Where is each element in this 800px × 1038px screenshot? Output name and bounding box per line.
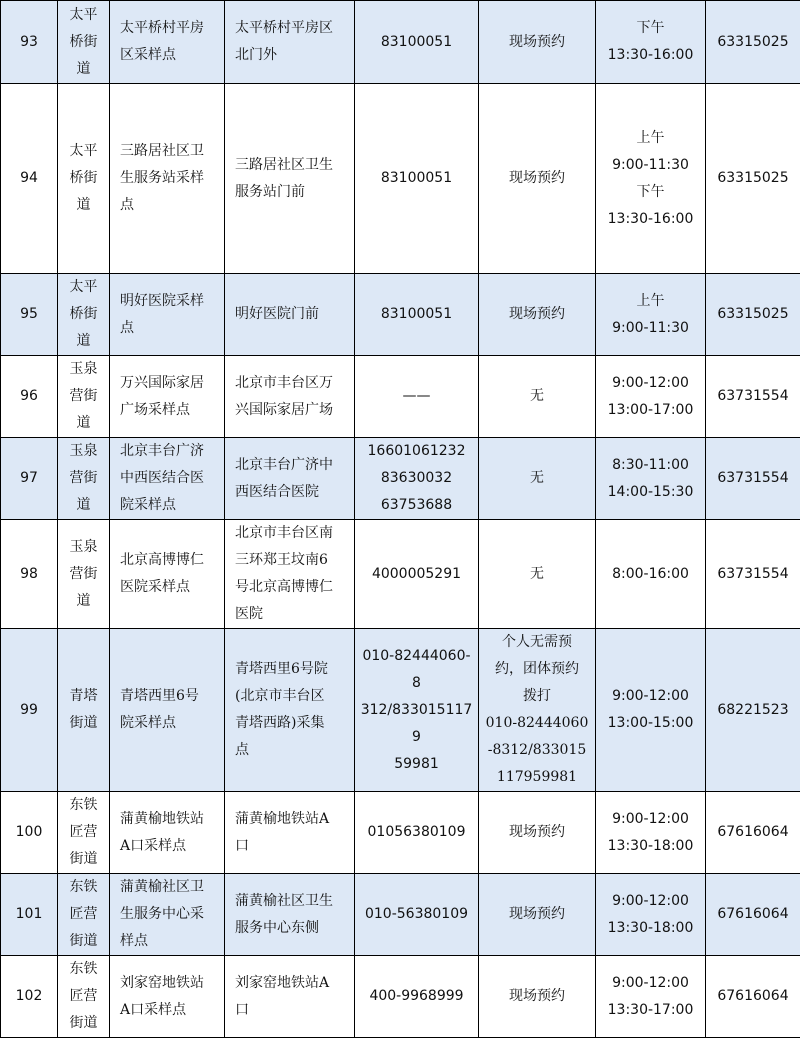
hours-cell-line: 9:00-12:00 [600,970,701,997]
location-cell-line: 太平桥村平房区 [235,15,350,42]
street-cell-line: 匠营 [62,983,105,1010]
row-number-cell: 93 [1,1,58,84]
appointment-cell-line: 约，团体预约 [483,656,591,683]
hours-cell [596,438,706,520]
site-name-cell [110,274,225,356]
hours-cell-line: 下午 [600,179,701,206]
appointment-cell-line: 现场预约 [483,983,591,1010]
street-cell-line: 营街 [62,561,105,588]
street-cell [58,274,110,356]
contact-phone-cell: 63315025 [706,84,800,274]
phone-cell [355,874,479,956]
hours-cell [596,874,706,956]
table-row [1,874,800,956]
phone-cell-line: 83100051 [359,165,474,192]
site-name-cell-line: 样点 [120,928,220,955]
hours-cell-line: 13:30-17:00 [600,997,701,1024]
site-name-cell-line: 万兴国际家居 [120,370,220,397]
phone-cell-line: —— [359,383,474,410]
phone-cell-line: 01056380109 [359,819,474,846]
street-cell [58,438,110,520]
site-name-cell-line: 生服务中心采 [120,901,220,928]
contact-phone-cell: 63315025 [706,1,800,84]
hours-cell [596,629,706,792]
hours-cell [596,84,706,274]
location-cell-line: (北京市丰台区 [235,683,350,710]
appointment-cell-line: 拨打 [483,683,591,710]
site-name-cell [110,356,225,438]
location-cell-line: 西医结合医院 [235,479,350,506]
phone-cell [355,274,479,356]
location-cell-line: 明好医院门前 [235,301,350,328]
street-cell-line: 街道 [62,710,105,737]
street-cell [58,629,110,792]
appointment-cell-line: 无 [483,465,591,492]
location-cell [225,520,355,629]
location-cell [225,956,355,1038]
street-cell-line: 青塔 [62,683,105,710]
site-name-cell [110,438,225,520]
appointment-cell-line: 010-82444060 [483,710,591,737]
phone-cell-line: 312/8330151179 [359,697,474,751]
street-cell-line: 营街 [62,383,105,410]
site-name-cell-line: 中西医结合医 [120,465,220,492]
street-cell-line: 太平 [62,2,105,29]
appointment-cell-line: 117959981 [483,764,591,791]
site-name-cell-line: 区采样点 [120,42,220,69]
location-cell [225,356,355,438]
location-cell-line: 口 [235,833,350,860]
contact-phone-cell: 63731554 [706,356,800,438]
appointment-cell [479,356,596,438]
phone-cell-line: 63753688 [359,492,474,519]
row-number-cell: 100 [1,792,58,874]
hours-cell-line: 9:00-12:00 [600,370,701,397]
appointment-cell-line: 无 [483,383,591,410]
street-cell-line: 桥街 [62,29,105,56]
site-name-cell-line: 青塔西里6号 [120,683,220,710]
table-row [1,1,800,84]
location-cell-line: 蒲黄榆地铁站A [235,806,350,833]
site-name-cell-line: 广场采样点 [120,397,220,424]
hours-cell-line: 14:00-15:30 [600,479,701,506]
phone-cell-line: 010-82444060-8 [359,643,474,697]
site-name-cell [110,629,225,792]
site-name-cell-line: 院采样点 [120,710,220,737]
appointment-cell-line: 无 [483,561,591,588]
street-cell-line: 匠营 [62,819,105,846]
appointment-cell [479,84,596,274]
street-cell-line: 玉泉 [62,438,105,465]
street-cell-line: 太平 [62,138,105,165]
row-number-cell: 95 [1,274,58,356]
phone-cell-line: 010-56380109 [359,901,474,928]
appointment-cell-line: 现场预约 [483,901,591,928]
location-cell-line: 号北京高博博仁 [235,574,350,601]
hours-cell [596,520,706,629]
row-number-cell: 97 [1,438,58,520]
street-cell-line: 东铁 [62,874,105,901]
location-cell-line: 服务中心东侧 [235,915,350,942]
contact-phone-cell: 67616064 [706,956,800,1038]
appointment-cell [479,792,596,874]
appointment-cell-line: 个人无需预 [483,629,591,656]
hours-cell-line: 下午 [600,15,701,42]
row-number-cell: 99 [1,629,58,792]
hours-cell-line: 9:00-12:00 [600,806,701,833]
site-name-cell-line: 蒲黄榆社区卫 [120,874,220,901]
phone-cell [355,629,479,792]
table-row [1,629,800,792]
appointment-cell [479,629,596,792]
row-number-cell: 101 [1,874,58,956]
phone-cell-line: 83100051 [359,29,474,56]
location-cell-line: 北京丰台广济中 [235,452,350,479]
street-cell-line: 街道 [62,928,105,955]
site-name-cell-line: 北京高博博仁 [120,547,220,574]
location-cell-line: 青塔西里6号院 [235,656,350,683]
table-row [1,792,800,874]
street-cell [58,874,110,956]
location-cell [225,84,355,274]
hours-cell [596,792,706,874]
appointment-cell-line: 现场预约 [483,301,591,328]
phone-cell [355,438,479,520]
hours-cell-line: 13:30-18:00 [600,915,701,942]
site-name-cell-line: 生服务站采样 [120,165,220,192]
hours-cell-line: 8:00-16:00 [600,561,701,588]
street-cell [58,84,110,274]
phone-cell-line: 400-9968999 [359,983,474,1010]
site-name-cell [110,956,225,1038]
site-name-cell [110,520,225,629]
table-row [1,438,800,520]
appointment-cell [479,438,596,520]
phone-cell-line: 4000005291 [359,561,474,588]
street-cell [58,356,110,438]
street-cell-line: 道 [62,588,105,615]
location-cell-line: 北京市丰台区万 [235,370,350,397]
hours-cell-line: 13:30-16:00 [600,206,701,233]
appointment-cell-line: 现场预约 [483,29,591,56]
appointment-cell [479,520,596,629]
hours-cell-line: 13:30-18:00 [600,833,701,860]
phone-cell-line: 16601061232 [359,438,474,465]
site-name-cell-line: 北京丰台广济 [120,438,220,465]
street-cell-line: 玉泉 [62,356,105,383]
appointment-cell [479,1,596,84]
site-name-cell-line: 三路居社区卫 [120,138,220,165]
street-cell-line: 道 [62,56,105,83]
site-name-cell-line: 刘家窑地铁站 [120,970,220,997]
site-name-cell-line: A口采样点 [120,833,220,860]
location-cell [225,629,355,792]
table-row [1,956,800,1038]
street-cell-line: 玉泉 [62,534,105,561]
row-number-cell: 96 [1,356,58,438]
contact-phone-cell: 68221523 [706,629,800,792]
hours-cell-line: 上午 [600,125,701,152]
street-cell-line: 桥街 [62,301,105,328]
hours-cell-line: 13:00-15:00 [600,710,701,737]
location-cell-line: 三路居社区卫生 [235,152,350,179]
phone-cell-line: 83100051 [359,301,474,328]
hours-cell [596,956,706,1038]
location-cell-line: 三环郑王坟南6 [235,547,350,574]
phone-cell [355,792,479,874]
street-cell-line: 道 [62,192,105,219]
location-cell-line: 刘家窑地铁站A [235,970,350,997]
hours-cell-line: 8:30-11:00 [600,452,701,479]
contact-phone-cell: 67616064 [706,874,800,956]
hours-cell-line: 13:00-17:00 [600,397,701,424]
street-cell [58,520,110,629]
phone-cell [355,520,479,629]
appointment-cell-line: 现场预约 [483,819,591,846]
contact-phone-cell: 67616064 [706,792,800,874]
phone-cell-line: 59981 [359,751,474,778]
street-cell-line: 道 [62,410,105,437]
site-name-cell-line: 院采样点 [120,492,220,519]
location-cell-line: 口 [235,997,350,1024]
site-name-cell [110,1,225,84]
appointment-cell [479,874,596,956]
location-cell-line: 蒲黄榆社区卫生 [235,888,350,915]
contact-phone-cell: 63315025 [706,274,800,356]
appointment-cell [479,956,596,1038]
location-cell-line: 兴国际家居广场 [235,397,350,424]
site-name-cell-line: 蒲黄榆地铁站 [120,806,220,833]
hours-cell-line: 13:30-16:00 [600,42,701,69]
site-name-cell-line: A口采样点 [120,997,220,1024]
hours-cell [596,274,706,356]
table-row [1,520,800,629]
street-cell-line: 桥街 [62,165,105,192]
location-cell-line: 北门外 [235,42,350,69]
location-cell-line: 点 [235,737,350,764]
table-body [1,1,800,1038]
phone-cell [355,956,479,1038]
location-cell [225,1,355,84]
street-cell-line: 街道 [62,1010,105,1037]
street-cell [58,956,110,1038]
site-name-cell [110,874,225,956]
location-cell [225,438,355,520]
location-cell-line: 北京市丰台区南 [235,520,350,547]
table-row [1,356,800,438]
street-cell-line: 匠营 [62,901,105,928]
hours-cell-line: 9:00-12:00 [600,888,701,915]
street-cell-line: 东铁 [62,956,105,983]
appointment-cell-line: -8312/833015 [483,737,591,764]
street-cell [58,1,110,84]
site-name-cell-line: 点 [120,315,220,342]
hours-cell-line: 9:00-11:30 [600,152,701,179]
phone-cell [355,84,479,274]
site-name-cell [110,84,225,274]
contact-phone-cell: 63731554 [706,520,800,629]
hours-cell [596,356,706,438]
street-cell-line: 街道 [62,846,105,873]
location-cell [225,792,355,874]
site-name-cell-line: 点 [120,192,220,219]
table-row [1,274,800,356]
street-cell [58,792,110,874]
site-name-cell [110,792,225,874]
phone-cell-line: 83630032 [359,465,474,492]
phone-cell [355,1,479,84]
site-name-cell-line: 太平桥村平房 [120,15,220,42]
street-cell-line: 东铁 [62,792,105,819]
contact-phone-cell: 63731554 [706,438,800,520]
street-cell-line: 营街 [62,465,105,492]
hours-cell [596,1,706,84]
location-cell [225,874,355,956]
site-name-cell-line: 医院采样点 [120,574,220,601]
street-cell-line: 道 [62,492,105,519]
appointment-cell-line: 现场预约 [483,165,591,192]
street-cell-line: 太平 [62,274,105,301]
phone-cell [355,356,479,438]
hours-cell-line: 9:00-12:00 [600,683,701,710]
street-cell-line: 道 [62,328,105,355]
row-number-cell: 98 [1,520,58,629]
site-name-cell-line: 明好医院采样 [120,288,220,315]
hours-cell-line: 上午 [600,288,701,315]
location-cell-line: 医院 [235,601,350,628]
location-cell-line: 服务站门前 [235,179,350,206]
location-cell-line: 青塔西路)采集 [235,710,350,737]
appointment-cell [479,274,596,356]
row-number-cell: 102 [1,956,58,1038]
location-cell [225,274,355,356]
row-number-cell: 94 [1,84,58,274]
hours-cell-line: 9:00-11:30 [600,315,701,342]
table-row [1,84,800,274]
